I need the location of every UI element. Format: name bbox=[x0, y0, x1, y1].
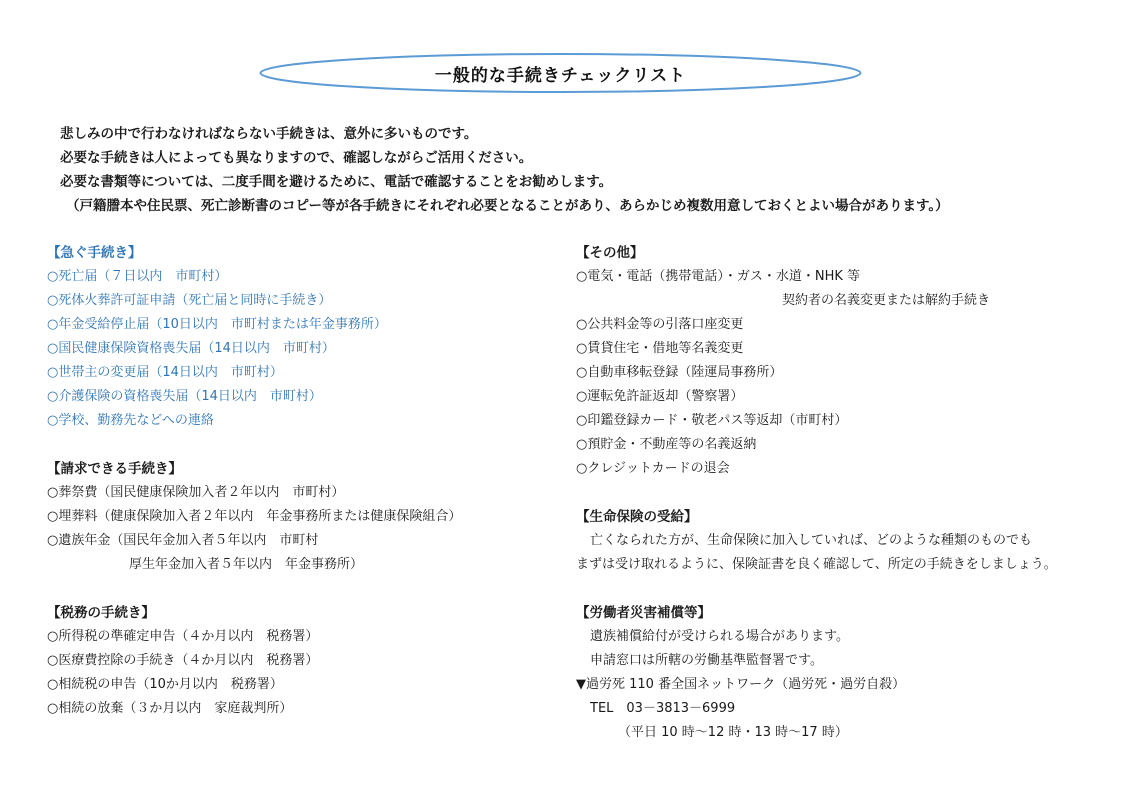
page-title: 一般的な手続きチェックリスト bbox=[434, 65, 687, 86]
checklist-item: ○預貯金・不動産等の名義返納 bbox=[576, 437, 757, 452]
section-heading-claims: 【請求できる手続き】 bbox=[47, 461, 182, 477]
checklist-item: ○賃貸住宅・借地等名義変更 bbox=[576, 341, 744, 356]
checklist-item: ○クレジットカードの退会 bbox=[576, 461, 730, 476]
checklist-item: ○年金受給停止届（10日以内 市町村または年金事務所） bbox=[47, 317, 387, 332]
section-heading-other: 【その他】 bbox=[576, 245, 644, 261]
checklist-item: ○介護保険の資格喪失届（14日以内 市町村） bbox=[47, 389, 322, 404]
checklist-item: ○相続税の申告（10か月以内 税務署） bbox=[47, 677, 283, 692]
intro-line: 必要な手続きは人によっても異なりますので、確認しながらご活用ください。 bbox=[60, 150, 533, 166]
intro-note: （戸籍謄本や住民票、死亡診断書のコピー等が各手続きにそれぞれ必要となることがあり、あらかじめ複数用意しておくとよい場合があります。） bbox=[66, 198, 949, 214]
intro-line: 必要な書類等については、二度手間を避けるために、電話で確認することをお勧めします。 bbox=[60, 174, 613, 190]
checklist-item: ○所得税の準確定申告（４か月以内 税務署） bbox=[47, 629, 319, 644]
section-heading-life-insurance: 【生命保険の受給】 bbox=[576, 509, 698, 525]
section-urgent bbox=[47, 241, 387, 433]
section-labor bbox=[576, 601, 905, 745]
intro-line: 悲しみの中で行わなければならない手続きは、意外に多いものです。 bbox=[60, 126, 478, 142]
paragraph-line: まずは受け取れるように、保険証書を良く確認して、所定の手続きをしましょう。 bbox=[576, 557, 1057, 572]
section-life-insurance bbox=[576, 505, 1057, 577]
hotline-hours: （平日 10 時～12 時・13 時～17 時） bbox=[618, 725, 848, 740]
checklist-item: ○自動車移転登録（陸運局事務所） bbox=[576, 365, 783, 380]
checklist-item-continuation: 厚生年金加入者５年以内 年金事務所） bbox=[129, 557, 364, 572]
checklist-item: ○死亡届（７日以内 市町村） bbox=[47, 269, 228, 284]
checklist-item: ○電気・電話（携帯電話）・ガス・水道・NHK 等 bbox=[576, 269, 861, 284]
checklist-item: ○葬祭費（国民健康保険加入者２年以内 市町村） bbox=[47, 485, 345, 500]
checklist-item: ○世帯主の変更届（14日以内 市町村） bbox=[47, 365, 283, 380]
page-title-banner bbox=[259, 52, 862, 94]
section-other bbox=[576, 241, 990, 481]
checklist-item: ○国民健康保険資格喪失届（14日以内 市町村） bbox=[47, 341, 335, 356]
checklist-item: ○印鑑登録カード・敬老パス等返却（市町村） bbox=[576, 413, 848, 428]
checklist-item-continuation: 契約者の名義変更または解約手続き bbox=[782, 293, 991, 308]
checklist-item: ○埋葬料（健康保険加入者２年以内 年金事務所または健康保険組合） bbox=[47, 509, 462, 524]
checklist-item: ○公共料金等の引落口座変更 bbox=[576, 317, 744, 332]
checklist-item: ○医療費控除の手続き（４か月以内 税務署） bbox=[47, 653, 319, 668]
section-heading-urgent: 【急ぐ手続き】 bbox=[47, 245, 142, 261]
paragraph-line: 申請窓口は所轄の労働基準監督署です。 bbox=[590, 653, 823, 668]
hotline-phone: TEL 03－3813－6999 bbox=[590, 701, 736, 716]
intro-text bbox=[60, 122, 1110, 218]
paragraph-line: 遺族補償給付が受けられる場合があります。 bbox=[590, 629, 849, 644]
paragraph-line: 亡くなられた方が、生命保険に加入していれば、どのような種類のものでも bbox=[590, 533, 1033, 548]
checklist-item: ○相続の放棄（３か月以内 家庭裁判所） bbox=[47, 701, 293, 716]
hotline-name: ▼過労死 110 番全国ネットワーク（過労死・過労自殺） bbox=[576, 677, 906, 692]
section-heading-labor: 【労働者災害補償等】 bbox=[576, 605, 711, 621]
section-tax bbox=[47, 601, 318, 721]
section-heading-tax: 【税務の手続き】 bbox=[47, 605, 155, 621]
checklist-item: ○死体火葬許可証申請（死亡届と同時に手続き） bbox=[47, 293, 332, 308]
checklist-item: ○運転免許証返却（警察署） bbox=[576, 389, 744, 404]
section-claims bbox=[47, 457, 461, 577]
checklist-item: ○遺族年金（国民年金加入者５年以内 市町村 bbox=[47, 533, 319, 548]
checklist-item: ○学校、勤務先などへの連絡 bbox=[47, 413, 214, 428]
